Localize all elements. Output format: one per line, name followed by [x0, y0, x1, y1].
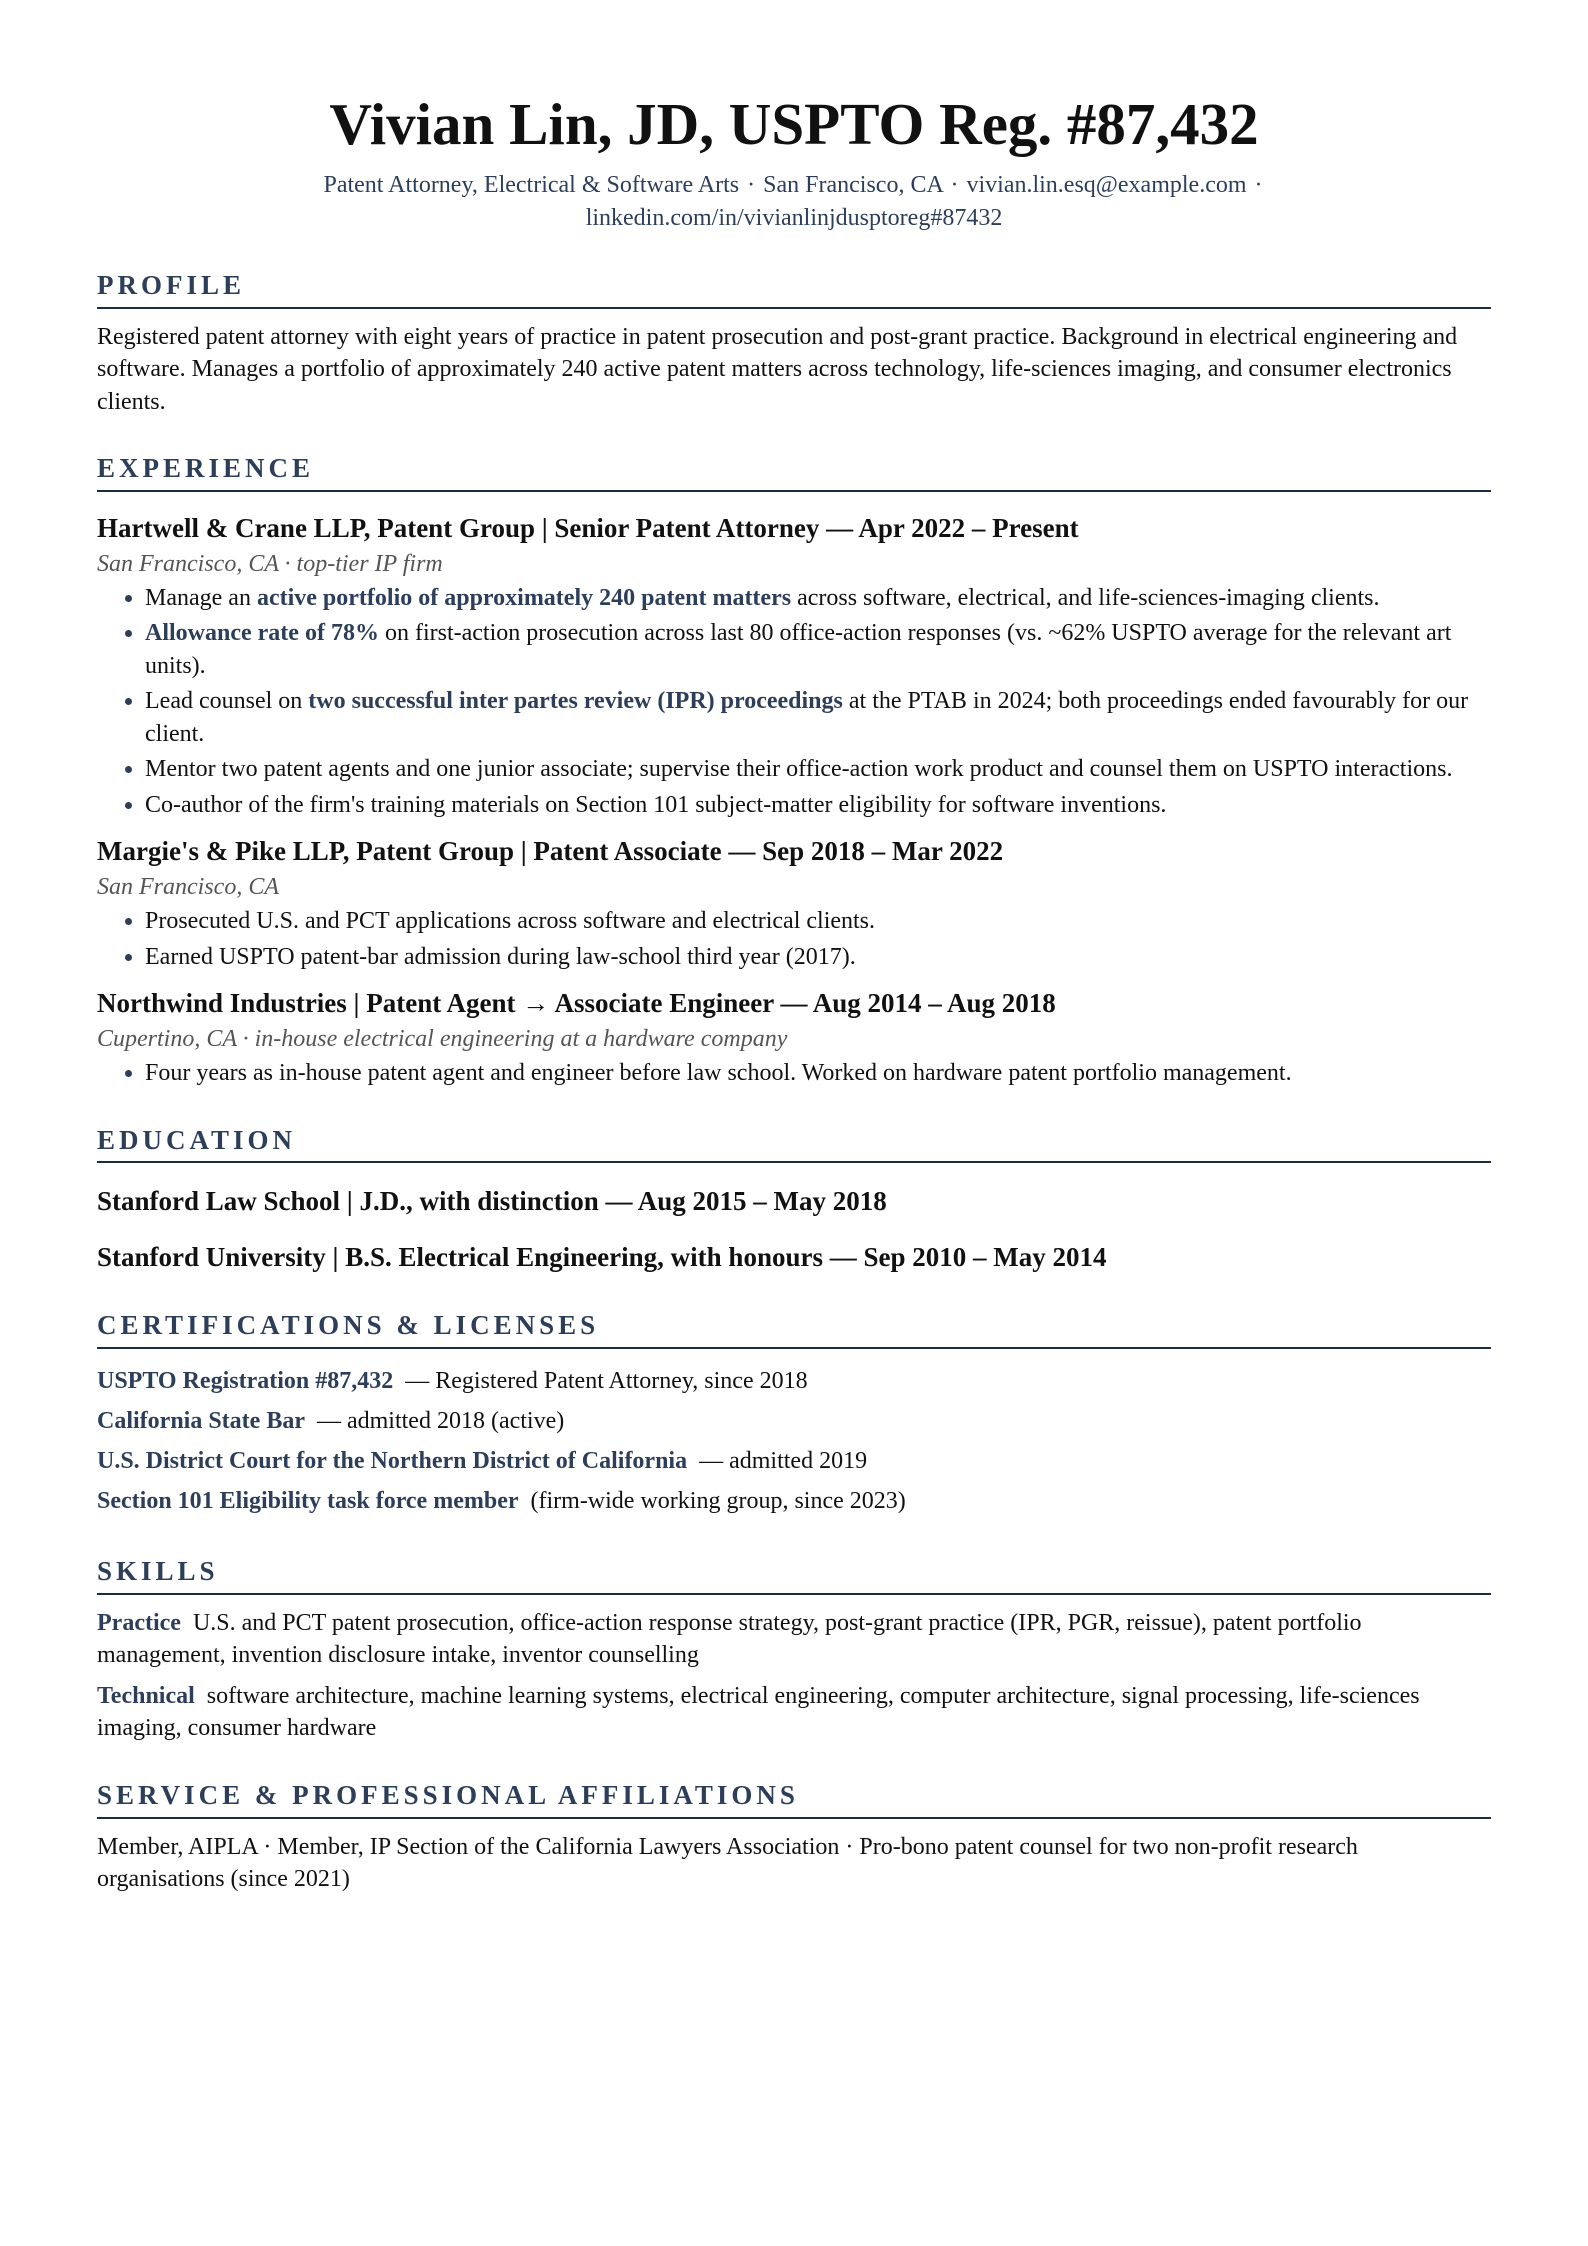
bullet-text: Lead counsel on: [145, 688, 309, 715]
bullet-item: [145, 941, 1491, 974]
job-entry: [97, 833, 1491, 973]
bullet-text: Manage an: [145, 584, 257, 611]
bullet-text: on first-action prosecution across last 80 office-action responses (vs. ~62% USPTO average for the relevant art units).: [145, 620, 1452, 679]
profile-section: [97, 271, 1491, 418]
bullet-text: Co-author of the firm's training materials on Section 101 subject-matter eligibility for software inventions.: [145, 791, 1167, 818]
job-heading: Northwind Industries | Patent Agent → Associate Engineer — Aug 2014 – Aug 2018: [97, 988, 1056, 1019]
certification-text: — admitted 2018 (active): [316, 1408, 565, 1435]
certification-item: [97, 1481, 1491, 1521]
bullet-item: [145, 685, 1491, 750]
affiliations-section: [97, 1781, 1491, 1896]
education-section: [97, 1126, 1491, 1276]
certification-text: — admitted 2019: [699, 1448, 868, 1475]
skill-item: [97, 1680, 1491, 1745]
bullet-text: Four years as in-house patent agent and engineer before law school. Worked on hardware patent portfolio management.: [145, 1060, 1292, 1087]
bullet-item: [145, 753, 1491, 786]
bullet-list: [97, 905, 1491, 973]
certification-item: [97, 1441, 1491, 1481]
education-item: Stanford University | B.S. Electrical Engineering, with honours — Sep 2010 – May 2014: [97, 1242, 1107, 1273]
education-item: Stanford Law School | J.D., with distinction — Aug 2015 – May 2018: [97, 1186, 887, 1217]
separator: ·: [747, 171, 756, 198]
skill-text: U.S. and PCT patent prosecution, office-action response strategy, post-grant practice (IPR, PGR, reissue), patent portfolio management, invention disclosure intake, inventor counselling: [97, 1609, 1362, 1669]
contact-line: [97, 169, 1491, 235]
profile-text: Registered patent attorney with eight years of practice in patent prosecution and post-grant practice. Background in electrical engineering and software. Manages a portfolio of approximately 240 active patent matters across technology, life-sciences imaging, and consumer electronics clients.: [97, 323, 1458, 415]
certification-label: California State Bar: [97, 1408, 305, 1435]
highlight-text: active portfolio of approximately 240 patent matters: [256, 584, 792, 611]
section-heading: EXPERIENCE: [97, 454, 1491, 492]
highlight-text: Allowance rate of 78%: [145, 620, 379, 647]
experience-section: [97, 454, 1491, 1090]
separator: ·: [1254, 171, 1263, 198]
section-heading: EDUCATION: [97, 1126, 1491, 1164]
bullet-item: [145, 1057, 1491, 1090]
section-heading: CERTIFICATIONS & LICENSES: [97, 1311, 1491, 1349]
job-list: [97, 510, 1491, 1090]
highlight-text: two successful inter partes review (IPR) proceedings: [308, 688, 843, 715]
skills-section: [97, 1557, 1491, 1745]
job-heading: Margie's & Pike LLP, Patent Group | Patent Associate — Sep 2018 – Mar 2022: [97, 836, 1004, 867]
separator: ·: [950, 171, 959, 198]
certification-label: USPTO Registration #87,432: [97, 1368, 394, 1395]
bullet-item: [145, 617, 1491, 682]
job-heading: Hartwell & Crane LLP, Patent Group | Senior Patent Attorney — Apr 2022 – Present: [97, 512, 1079, 543]
certification-label: U.S. District Court for the Northern District of California: [97, 1448, 688, 1475]
linkedin-link[interactable]: linkedin.com/in/vivianlinjdusptoreg#87432: [585, 204, 1003, 231]
bullet-text: Prosecuted U.S. and PCT applications across software and electrical clients.: [145, 908, 876, 935]
certification-text: (firm-wide working group, since 2023): [530, 1488, 906, 1515]
location: San Francisco, CA: [763, 171, 943, 198]
resume-header: [97, 92, 1491, 235]
section-heading: PROFILE: [97, 271, 1491, 309]
skill-text: software architecture, machine learning systems, electrical engineering, computer architecture, signal processing, life-sciences imaging, consumer hardware: [97, 1682, 1420, 1742]
section-heading: SKILLS: [97, 1557, 1491, 1595]
bullet-text: Mentor two patent agents and one junior associate; supervise their office-action work product and counsel them on USPTO interactions.: [145, 756, 1453, 783]
certification-text: — Registered Patent Attorney, since 2018: [405, 1368, 808, 1395]
certification-item: [97, 1401, 1491, 1441]
bullet-item: [145, 582, 1491, 615]
certification-item: [97, 1361, 1491, 1401]
certification-label: Section 101 Eligibility task force member: [97, 1488, 519, 1515]
job-entry: [97, 510, 1491, 822]
job-subtitle: San Francisco, CA: [97, 874, 279, 901]
bullet-list: [97, 1057, 1491, 1090]
certifications-section: [97, 1311, 1491, 1521]
email-link[interactable]: vivian.lin.esq@example.com: [966, 171, 1247, 198]
skill-label: Technical: [97, 1682, 195, 1709]
job-subtitle: Cupertino, CA · in-house electrical engineering at a hardware company: [97, 1026, 788, 1053]
section-heading: SERVICE & PROFESSIONAL AFFILIATIONS: [97, 1781, 1491, 1819]
candidate-name: Vivian Lin, JD, USPTO Reg. #87,432: [329, 91, 1259, 157]
bullet-text: at the PTAB in 2024; both proceedings ended favourably for our client.: [145, 688, 1469, 747]
bullet-text: across software, electrical, and life-sciences-imaging clients.: [791, 584, 1380, 611]
affiliations-text: Member, AIPLA · Member, IP Section of the California Lawyers Association · Pro-bono patent counsel for two non-profit research organisations (since 2021): [97, 1833, 1358, 1893]
bullet-text: Earned USPTO patent-bar admission during law-school third year (2017).: [145, 943, 856, 970]
bullet-list: [97, 582, 1491, 822]
job-title: Patent Attorney, Electrical & Software Arts: [323, 171, 740, 198]
bullet-item: [145, 905, 1491, 938]
skill-label: Practice: [97, 1609, 181, 1636]
bullet-item: [145, 789, 1491, 822]
skill-item: [97, 1607, 1491, 1672]
job-subtitle: San Francisco, CA · top-tier IP firm: [97, 550, 443, 577]
job-entry: [97, 985, 1491, 1090]
